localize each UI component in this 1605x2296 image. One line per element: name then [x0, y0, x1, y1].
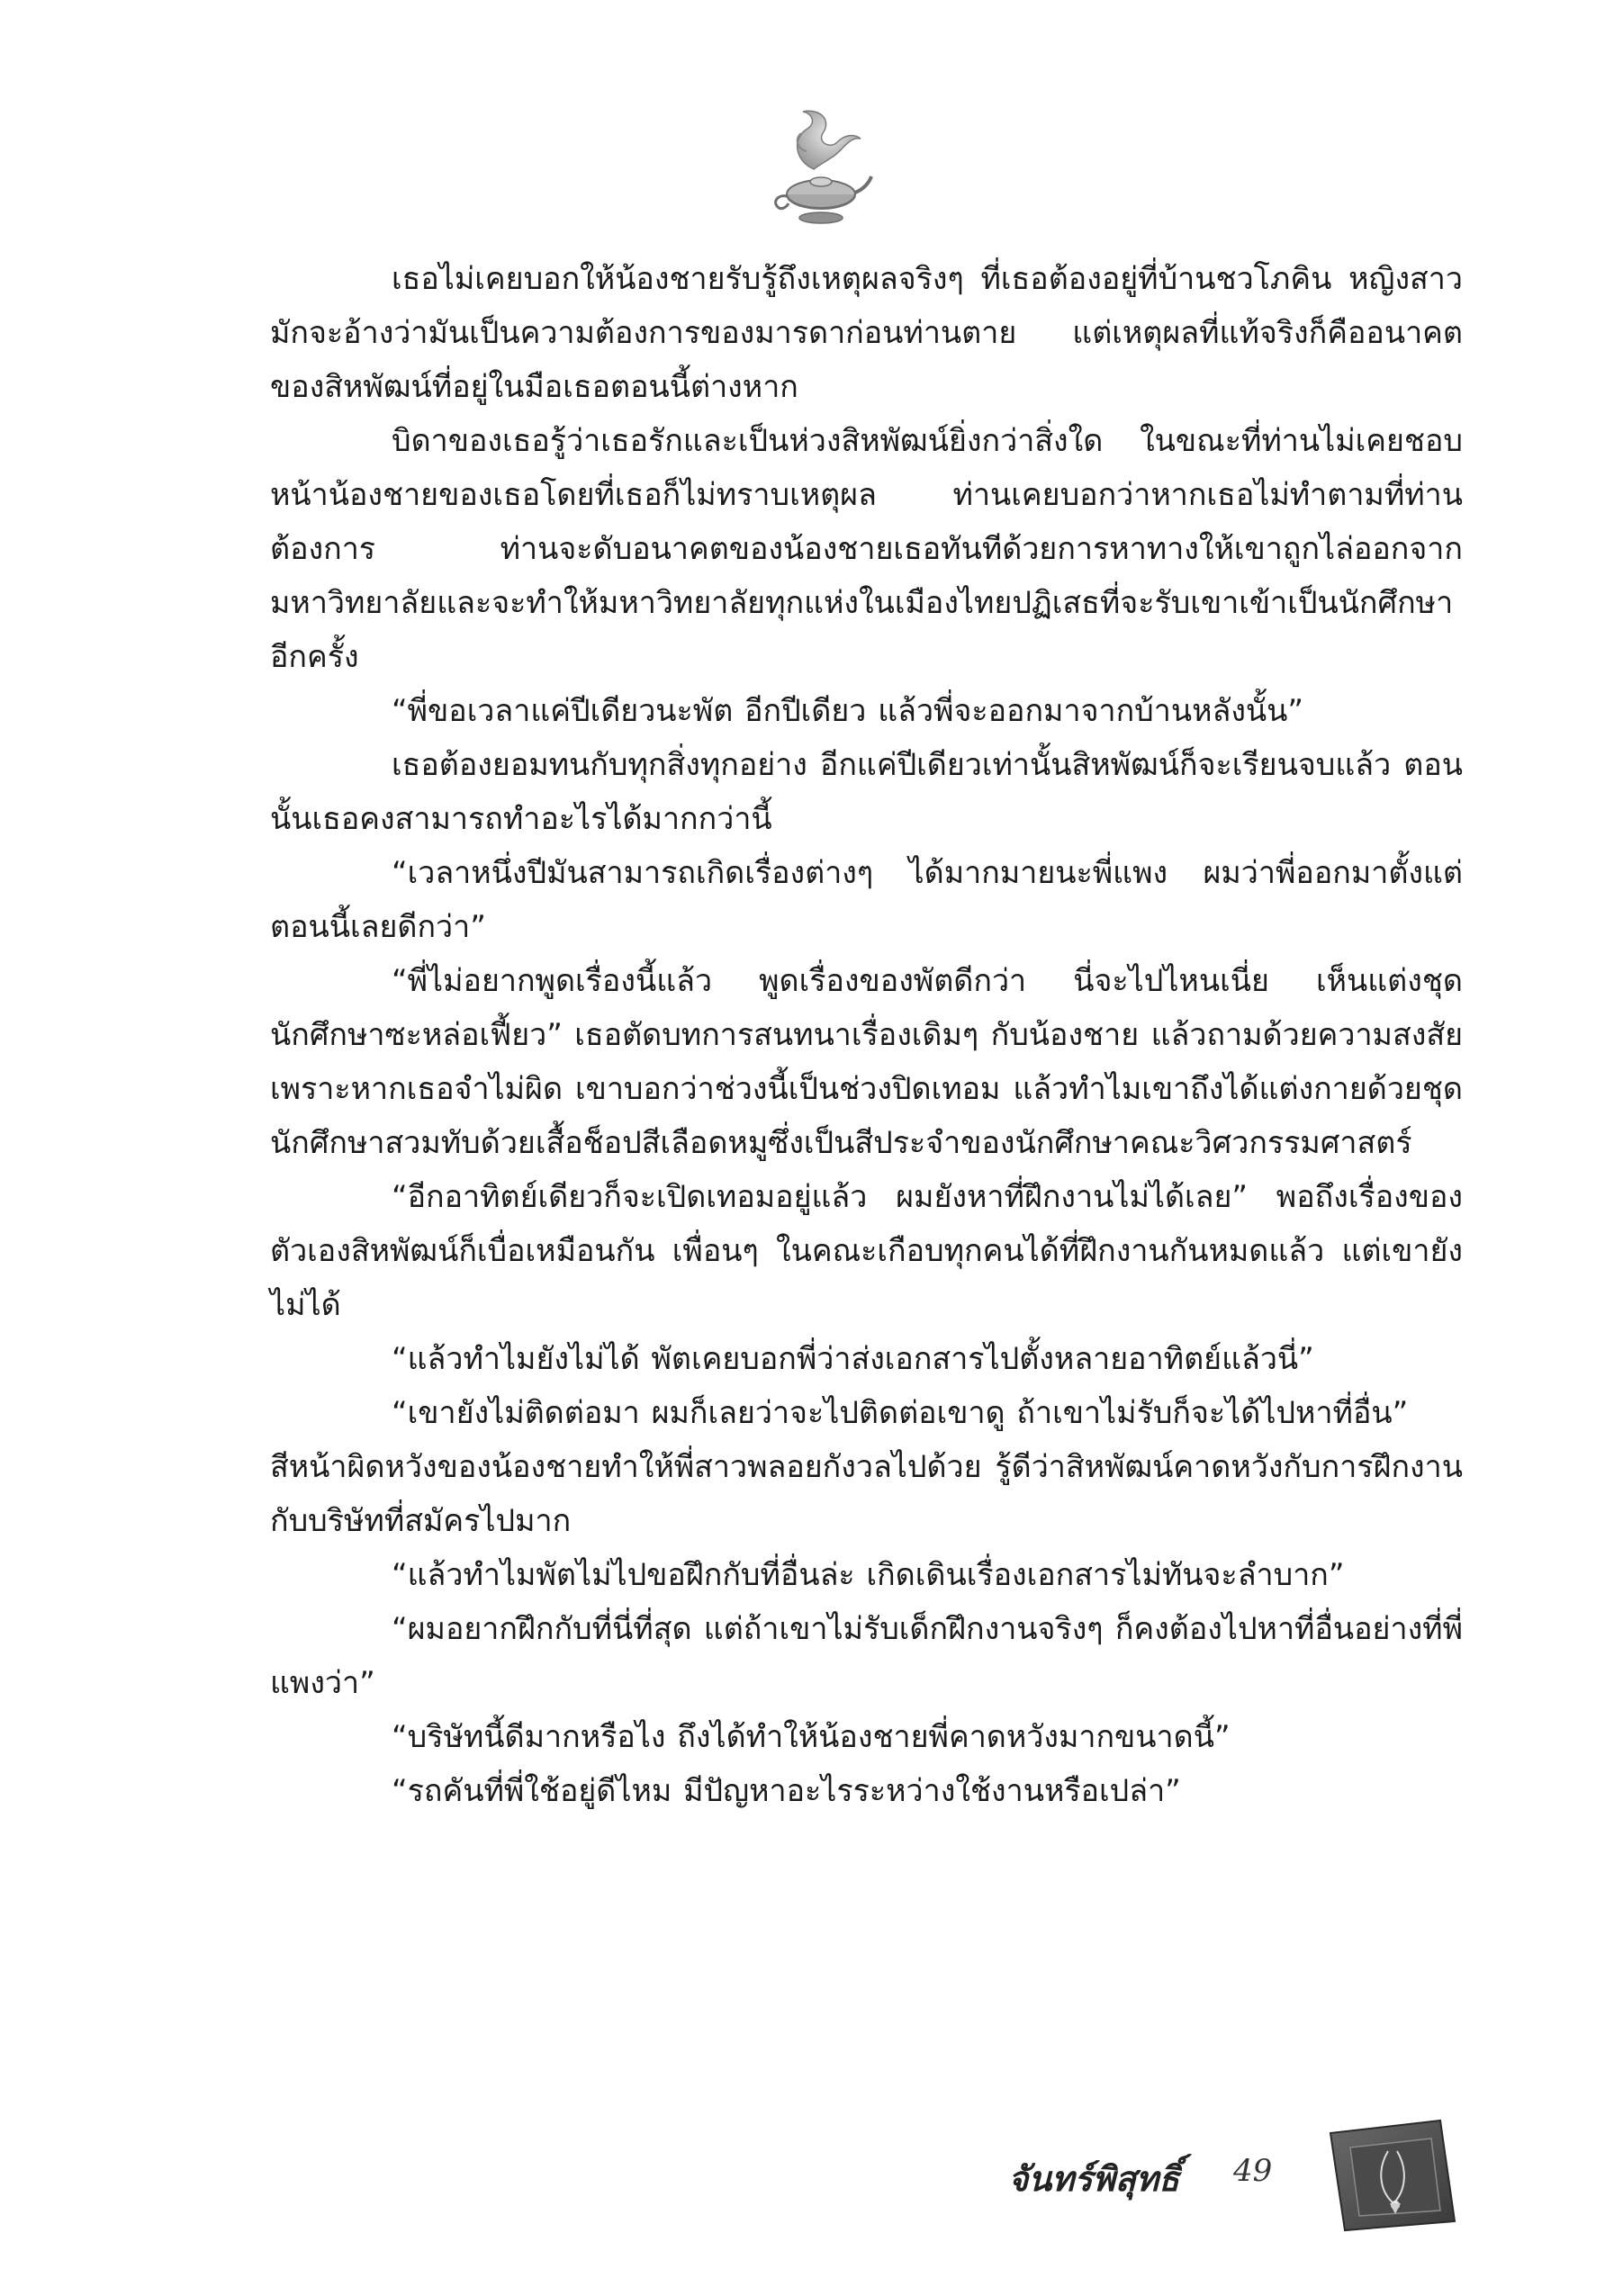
paragraph: “พี่ขอเวลาแค่ปีเดียวนะพัต อีกปีเดียว แล้วพี่จะออกมาจากบ้านหลังนั้น”: [392, 693, 1304, 729]
paragraph: “เวลาหนึ่งปีมันสามารถเกิดเรื่องต่างๆ ได้มากมายนะพี่แพง ผมว่าพี่ออกมาตั้งแต่ตอนนี้เลยดีกว่า”: [270, 855, 1463, 945]
book-title: จันทร์พิสุทธิ์: [1008, 2158, 1180, 2199]
paragraph: “บริษัทนี้ดีมากหรือไง ถึงได้ทำให้น้องชายพี่คาดหวังมากขนาดนี้”: [392, 1719, 1231, 1755]
paragraph: สีหน้าผิดหวังของน้องชายทำให้พี่สาวพลอยกังวลไปด้วย รู้ดีว่าสิหพัฒน์คาดหวังกับการฝึกงานกับบริษัทที่สมัครไปมาก: [270, 1449, 1463, 1539]
paragraph: “แล้วทำไมยังไม่ได้ พัตเคยบอกพี่ว่าส่งเอกสารไปตั้งหลายอาทิตย์แล้วนี่”: [392, 1341, 1314, 1377]
paragraph: “อีกอาทิตย์เดียวก็จะเปิดเทอมอยู่แล้ว ผมยังหาที่ฝึกงานไม่ได้เลย” พอถึงเรื่องของตัวเองสิหพัฒน์ก็เบื่อเหมือนกัน เพื่อนๆ ในคณะเกือบทุกคนได้ที่ฝึกงานกันหมดแล้ว แต่เขายังไม่ได้: [270, 1179, 1463, 1323]
jewelry-box-icon: [1323, 2115, 1458, 2232]
paragraph: “เขายังไม่ติดต่อมา ผมก็เลยว่าจะไปติดต่อเขาดู ถ้าเขาไม่รับก็จะได้ไปหาที่อื่น”: [392, 1395, 1409, 1431]
paragraph: บิดาของเธอรู้ว่าเธอรักและเป็นห่วงสิหพัฒน์ยิ่งกว่าสิ่งใด ในขณะที่ท่านไม่เคยชอบหน้าน้องชายของเธอโดยที่เธอก็ไม่ทราบเหตุผล ท่านเคยบอกว่าหากเธอไม่ทำตามที่ท่านต้องการ ท่านจะดับอนาคตของน้องชายเธอทันทีด้วยการหาทางให้เขาถูกไล่ออกจากมหาวิทยาลัยและจะทำให้มหาวิทยาลัยทุกแห่งในเมืองไทยปฏิเสธที่จะรับเขาเข้าเป็นนักศึกษาอีกครั้ง: [270, 423, 1463, 675]
paragraph: เธอต้องยอมทนกับทุกสิ่งทุกอย่าง อีกแค่ปีเดียวเท่านั้นสิหพัฒน์ก็จะเรียนจบแล้ว ตอนนั้นเธอคงสามารถทำอะไรได้มากกว่านี้: [270, 747, 1463, 837]
page-footer: [1008, 2115, 1512, 2241]
paragraph: เธอไม่เคยบอกให้น้องชายรับรู้ถึงเหตุผลจริงๆ ที่เธอต้องอยู่ที่บ้านชวโภคิน หญิงสาวมักจะอ้างว่ามันเป็นความต้องการของมารดาก่อนท่านตาย แต่เหตุผลที่แท้จริงก็คืออนาคตของสิหพัฒน์ที่อยู่ในมือเธอตอนนี้ต่างหาก: [270, 261, 1463, 405]
lamp-ornament-icon: [767, 106, 873, 229]
paragraph: “ผมอยากฝึกกับที่นี่ที่สุด แต่ถ้าเขาไม่รับเด็กฝึกงานจริงๆ ก็คงต้องไปหาที่อื่นอย่างที่พี่แพงว่า”: [270, 1611, 1463, 1701]
paragraph: “พี่ไม่อยากพูดเรื่องนี้แล้ว พูดเรื่องของพัตดีกว่า นี่จะไปไหนเนี่ย เห็นแต่งชุดนักศึกษาซะหล่อเฟี้ยว” เธอตัดบทการสนทนาเรื่องเดิมๆ กับน้องชาย แล้วถามด้วยความสงสัย เพราะหากเธอจำไม่ผิด เขาบอกว่าช่วงนี้เป็นช่วงปิดเทอม แล้วทำไมเขาถึงได้แต่งกายด้วยชุดนักศึกษาสวมทับด้วยเสื้อช็อปสีเลือดหมูซึ่งเป็นสีประจำของนักศึกษาคณะวิศวกรรมศาสตร์: [270, 963, 1463, 1161]
story-text: [270, 252, 1463, 1818]
paragraph: “รถคันที่พี่ใช้อยู่ดีไหม มีปัญหาอะไรระหว่างใช้งานหรือเปล่า”: [392, 1773, 1181, 1809]
paragraph: “แล้วทำไมพัตไม่ไปขอฝึกกับที่อื่นล่ะ เกิดเดินเรื่องเอกสารไม่ทันจะลำบาก”: [392, 1557, 1345, 1593]
page-number: 49: [1233, 2153, 1273, 2189]
